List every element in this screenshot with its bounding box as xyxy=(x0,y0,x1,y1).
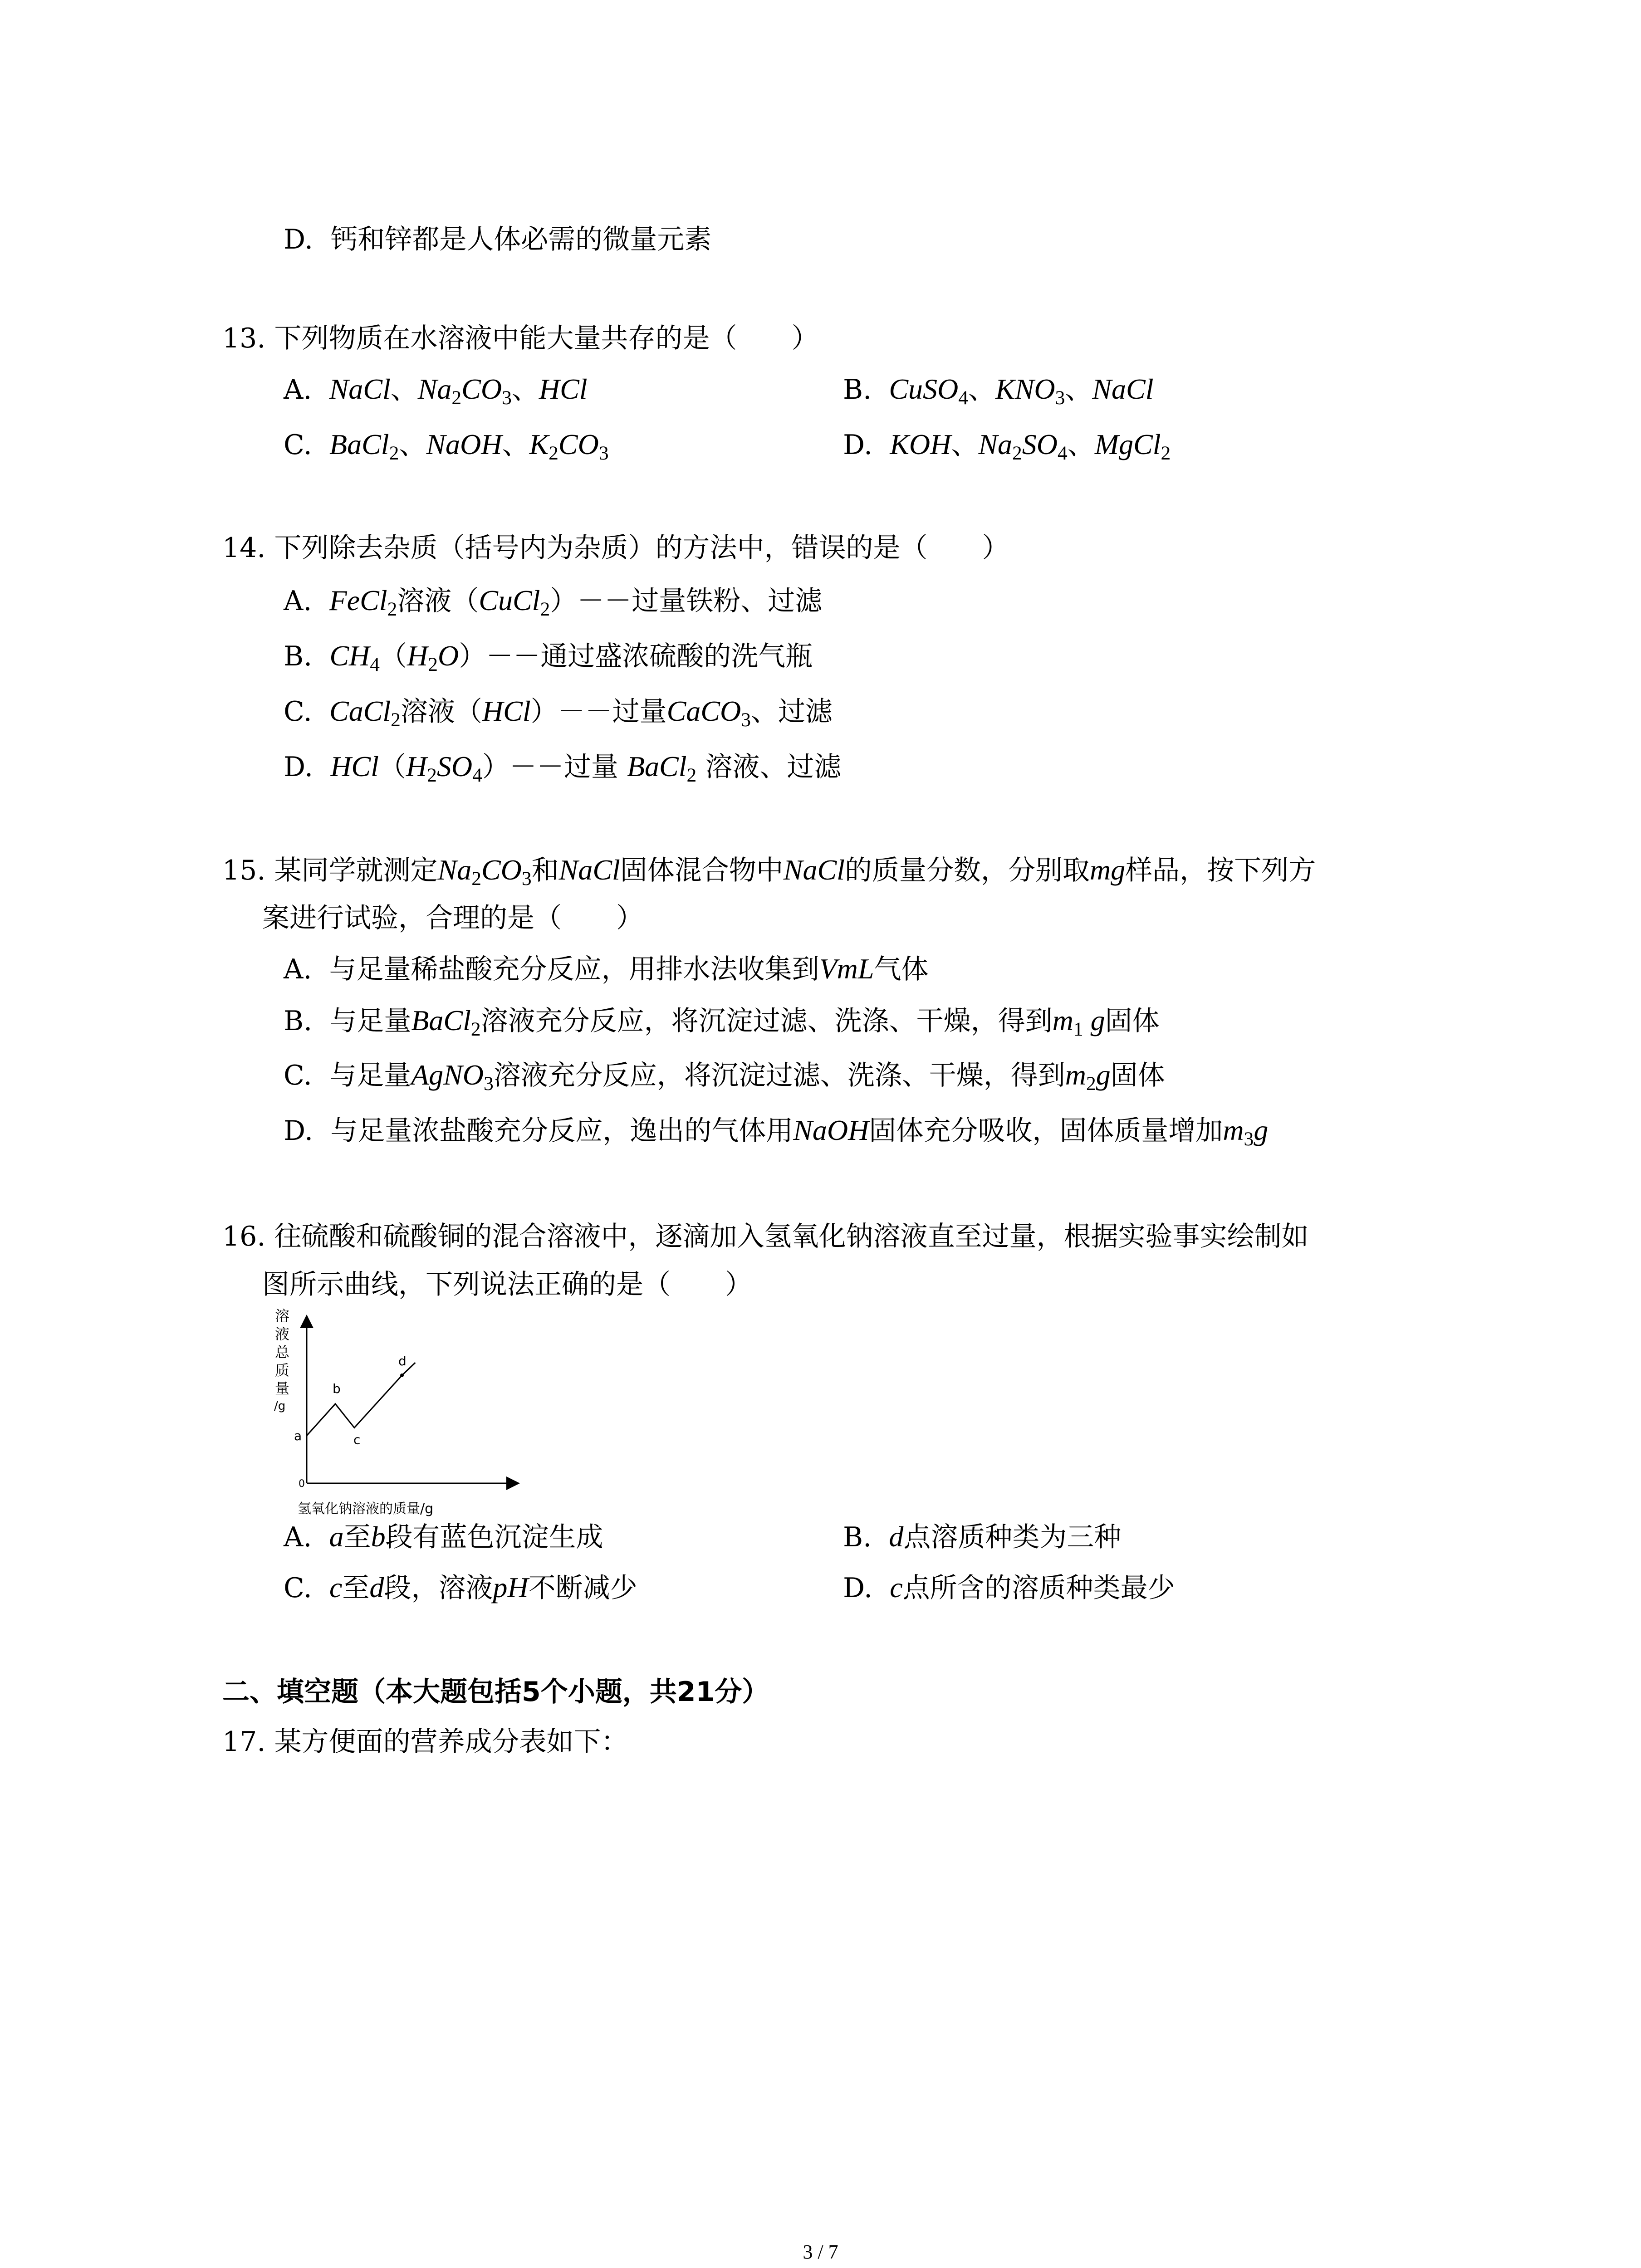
q14-stem xyxy=(222,530,1009,566)
q15-stem-line2 xyxy=(262,900,643,936)
q14-option-d xyxy=(284,748,841,785)
formula: b xyxy=(371,1520,386,1553)
option-text: 与足量浓盐酸充分反应，逸出的气体用 xyxy=(330,1115,794,1147)
option-label: B. xyxy=(284,1005,313,1037)
question-text: 图所示曲线，下列说法正确的是（ ） xyxy=(262,1269,752,1300)
point-label-d: d xyxy=(398,1354,407,1369)
separator: 、 xyxy=(1065,374,1092,406)
separator: 、 xyxy=(502,429,529,461)
point-marker-d xyxy=(400,1374,404,1377)
q15-option-d xyxy=(284,1112,1268,1149)
option-text: 溶液充分反应，将沉淀过滤、洗涤、干燥，得到 xyxy=(493,1060,1065,1091)
q13-option-c xyxy=(284,426,609,463)
formula: d xyxy=(889,1520,904,1553)
formula: HCl xyxy=(330,750,379,782)
q15-option-a xyxy=(284,951,928,987)
option-text: 溶液、过滤 xyxy=(705,751,842,783)
option-text: 至 xyxy=(343,1521,371,1553)
formula: BaCl$_2$ xyxy=(329,428,399,464)
formula: MgCl$_2$ xyxy=(1094,428,1171,464)
option-label: D. xyxy=(284,751,314,783)
question-text: 某同学就测定 xyxy=(274,855,438,886)
option-text: 气体 xyxy=(874,953,929,985)
separator: 、 xyxy=(951,429,979,461)
option-text: 点溶质种类为三种 xyxy=(903,1521,1122,1553)
y-axis-label-char: 溶 xyxy=(275,1307,290,1325)
formula: KOH xyxy=(890,428,951,460)
option-label: C. xyxy=(284,429,312,461)
option-text: ）－－过量 xyxy=(530,696,667,728)
option-label: A. xyxy=(284,585,312,617)
option-text: 段，溶液 xyxy=(384,1572,493,1604)
option-text: 溶液（ xyxy=(397,585,479,617)
question-number: 17. xyxy=(222,1726,266,1758)
option-text: 不断减少 xyxy=(528,1572,637,1604)
formula: NaCl xyxy=(783,854,845,886)
question-text: 固体混合物中 xyxy=(620,855,784,886)
separator: 、 xyxy=(399,429,426,461)
q17-stem xyxy=(222,1724,628,1760)
formula: $Na_2CO_3$ xyxy=(417,373,512,409)
q13-option-d xyxy=(843,426,1171,463)
x-axis-label: 氢氧化钠溶液的质量/g xyxy=(298,1501,434,1517)
option-text: 钙和锌都是人体必需的微量元素 xyxy=(330,224,712,255)
page-number: 3 / 7 xyxy=(803,2241,838,2263)
formula: $KNO_3$ xyxy=(995,373,1065,409)
y-axis-unit: /g xyxy=(274,1399,286,1413)
question-text: 案进行试验，合理的是（ ） xyxy=(262,902,643,934)
question-number: 16. xyxy=(222,1221,266,1252)
formula: $H_2SO_4$ xyxy=(406,750,482,787)
formula: NaCl xyxy=(558,854,620,886)
option-text: 固体 xyxy=(1110,1060,1165,1091)
formula: c xyxy=(890,1571,903,1603)
y-axis-label xyxy=(274,1307,290,1413)
q13-stem xyxy=(222,320,819,357)
separator: 、 xyxy=(390,374,418,406)
option-text: 溶液充分反应，将沉淀过滤、洗涤、干燥，得到 xyxy=(480,1005,1053,1037)
formula: BaCl$_2$ xyxy=(411,1004,481,1041)
q12-option-d xyxy=(284,221,711,258)
option-label: D. xyxy=(284,224,314,255)
formula: FeCl$_2$ xyxy=(329,584,397,621)
option-text: 溶液（ xyxy=(400,696,482,728)
q15-option-c xyxy=(284,1057,1165,1094)
option-label: C. xyxy=(284,1572,312,1604)
mass-curve-graph xyxy=(272,1306,526,1524)
option-text: 至 xyxy=(342,1572,370,1604)
separator: 、 xyxy=(968,374,995,406)
formula: HCl xyxy=(482,695,531,727)
separator: 、 xyxy=(1067,429,1095,461)
point-label-a: a xyxy=(294,1428,302,1443)
formula: a xyxy=(329,1520,344,1553)
q16-option-b xyxy=(843,1519,1121,1555)
formula: c xyxy=(329,1571,343,1603)
option-text: 与足量稀盐酸充分反应，用排水法收集到 xyxy=(329,953,819,985)
q16-option-c xyxy=(284,1569,637,1606)
formula: AgNO$_3$ xyxy=(411,1059,494,1095)
question-text: 和 xyxy=(531,855,559,886)
formula: $H_2O$ xyxy=(407,640,459,676)
formula: NaOH xyxy=(793,1114,869,1146)
formula: pH xyxy=(493,1571,529,1603)
option-label: D. xyxy=(284,1115,314,1147)
origin-label: 0 xyxy=(299,1478,305,1490)
point-label-b: b xyxy=(333,1381,341,1396)
y-axis-label-char: 质 xyxy=(275,1362,290,1379)
option-label: B. xyxy=(843,1521,872,1553)
question-text: 下列除去杂质（括号内为杂质）的方法中，错误的是（ ） xyxy=(274,532,1009,564)
option-label: A. xyxy=(284,953,312,985)
question-text: 往硫酸和硫酸铜的混合溶液中，逐滴加入氢氧化钠溶液直至过量，根据实验事实绘制如 xyxy=(274,1221,1309,1252)
formula: BaCl$_2$ xyxy=(627,750,697,787)
q16-stem-line2 xyxy=(262,1266,752,1303)
option-text: ）－－过量铁粉、过滤 xyxy=(550,585,823,617)
formula: $Na_2CO_3$ xyxy=(437,854,532,890)
option-text: （ xyxy=(380,640,407,672)
option-text: ）－－过量 xyxy=(482,751,618,783)
formula: NaOH xyxy=(426,428,502,460)
option-label: B. xyxy=(843,374,872,406)
question-number: 13. xyxy=(222,323,266,354)
question-number: 14. xyxy=(222,532,266,564)
option-text: 、过滤 xyxy=(750,696,833,728)
option-text: 段有蓝色沉淀生成 xyxy=(385,1521,603,1553)
option-label: D. xyxy=(843,1572,873,1604)
section-heading: 二、填空题（本大题包括5个小题，共21分） xyxy=(222,1676,769,1708)
option-label: B. xyxy=(284,640,313,672)
q16-stem-line1 xyxy=(222,1218,1309,1255)
option-text: 与足量 xyxy=(329,1060,411,1091)
formula: $CH_4$ xyxy=(329,640,380,676)
formula: CaCO$_3$ xyxy=(666,695,751,731)
option-label: D. xyxy=(843,429,873,461)
q14-option-b xyxy=(284,638,813,675)
formula: NaCl xyxy=(329,373,391,405)
question-number: 15. xyxy=(222,855,266,886)
question-text: 某方便面的营养成分表如下： xyxy=(274,1726,628,1758)
formula: $m_3g$ xyxy=(1223,1114,1269,1150)
option-text: 固体充分吸收，固体质量增加 xyxy=(869,1115,1223,1147)
option-label: C. xyxy=(284,696,312,728)
data-line xyxy=(307,1363,415,1436)
formula: VmL xyxy=(819,953,874,985)
q15-option-b xyxy=(284,1002,1160,1039)
q16-option-a xyxy=(284,1519,603,1555)
formula: HCl xyxy=(539,373,588,405)
option-text: （ xyxy=(378,751,406,783)
question-text: 的质量分数，分别取 xyxy=(844,855,1090,886)
formula: $m_1$ g xyxy=(1052,1004,1105,1041)
formula: CuCl$_2$ xyxy=(479,584,550,621)
option-label: C. xyxy=(284,1060,312,1091)
formula: NaCl xyxy=(1092,373,1154,405)
formula: CaCl$_2$ xyxy=(329,695,401,731)
option-label: A. xyxy=(284,374,312,406)
y-axis-label-char: 液 xyxy=(275,1325,290,1343)
formula: CuSO$_4$ xyxy=(889,373,968,409)
option-label: A. xyxy=(284,1521,312,1553)
q16-option-d xyxy=(843,1569,1175,1606)
option-text: ）－－通过盛浓硫酸的洗气瓶 xyxy=(459,640,813,672)
q13-option-b xyxy=(843,371,1154,408)
q15-stem-line1 xyxy=(222,852,1316,889)
formula: $K_2CO_3$ xyxy=(529,428,609,464)
y-axis-label-char: 总 xyxy=(275,1344,290,1361)
formula: mg xyxy=(1089,854,1126,886)
formula: $Na_2SO_4$ xyxy=(978,428,1068,464)
formula: $m_2g$ xyxy=(1065,1059,1111,1095)
point-label-c: c xyxy=(353,1432,361,1447)
question-text: 样品，按下列方 xyxy=(1125,855,1316,886)
q14-option-a xyxy=(284,582,822,619)
q14-option-c xyxy=(284,693,833,730)
option-text: 点所含的溶质种类最少 xyxy=(902,1572,1175,1604)
option-text: 与足量 xyxy=(329,1005,411,1037)
q13-option-a xyxy=(284,371,588,408)
y-axis-label-char: 量 xyxy=(275,1380,290,1397)
formula: d xyxy=(369,1571,384,1603)
option-text: 固体 xyxy=(1105,1005,1160,1037)
separator: 、 xyxy=(511,374,539,406)
question-text: 下列物质在水溶液中能大量共存的是（ ） xyxy=(274,323,819,354)
